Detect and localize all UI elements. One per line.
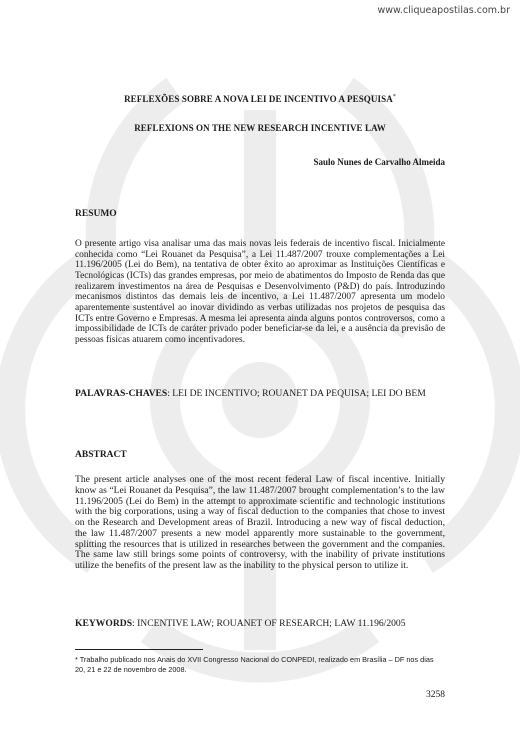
footnote-marker: * — [75, 655, 78, 664]
title-english: REFLEXIONS ON THE NEW RESEARCH INCENTIVE LAW — [134, 123, 386, 133]
abstract-heading: ABSTRACT — [75, 450, 127, 460]
keywords-line — [75, 618, 445, 629]
title-footnote-marker: * — [392, 94, 396, 100]
abstract-text: The present article analyses one of the most recent federal Law of fiscal incentive. Initially know as “Lei Rouanet da Pesquisa”, the law 11.487/2007 brought complementation’s to the law 11.196/2005 (Lei do Bem) in the attempt to approximate scientific and technologic institutions with the big corporations, using a way of fiscal deduction to the companies that chose to invest on the Research and Development areas of Brazil. Introducing a new way of fiscal deduction, the law 11.487/2007 presents a new model apparently more sustainable to the government, splitting the resources that is utilized in researches between the government and the companies. The same law still brings some points of controversy, with the inability of private institutions utilize the benefits of the present law as the inability to the physical person to utilize it. — [75, 474, 445, 571]
footnote-text: Trabalho publicado nos Anais do XVII Congresso Nacional do CONPEDI, realizado em Brasília – DF nos dias 20, 21 e 22 de novembro de 2008. — [75, 655, 434, 674]
palavras-chaves-line — [75, 388, 445, 399]
palavras-chaves-label: PALAVRAS-CHAVES — [75, 388, 168, 399]
resumo-heading: RESUMO — [75, 209, 117, 219]
page-number: 3258 — [426, 690, 445, 700]
author-name: Saulo Nunes de Carvalho Almeida — [313, 157, 445, 167]
keywords-text: : INCENTIVE LAW; ROUANET OF RESEARCH; LAW 11.196/2005 — [132, 618, 406, 629]
keywords-label: KEYWORDS — [75, 618, 133, 629]
resumo-text: O presente artigo visa analisar uma das mais novas leis federais de incentivo fiscal. Inicialmente conhecida como “Lei Rouanet da Pesquisa”, a Lei 11.487/2007 trouxe complementações a Lei 11.196/2005 (Lei do Bem), na tentativa de obter êxito ao aproximar as Instituições Científicas e Tecnológicas (ICTs) das grandes empresas, por meio de abatimentos do Imposto de Renda das que realizarem investimentos na área de Pesquisas e Desenvolvimento (P&D) do país. Introduzindo mecanismos distintos das demais leis de incentivo, a Lei 11.487/2007 apresenta um modelo aparentemente sustentável ao inovar dividindo as verbas utilizadas nos projetos de pesquisa das ICTs entre Governo e Empresas. A mesma lei apresenta ainda alguns pontos controversos, como a impossibilidade de ICTs de caráter privado poder beneficiar-se da lei, e a ausência da previsão de pessoas físicas atuarem como incentivadores. — [75, 239, 445, 345]
footnote — [75, 655, 445, 674]
site-url[interactable]: www.cliqueapostilas.com.br — [377, 5, 510, 16]
footnote-divider — [75, 649, 203, 650]
title-portuguese-text: REFLEXÕES SOBRE A NOVA LEI DE INCENTIVO A PESQUISA — [124, 94, 393, 104]
palavras-chaves-text: : LEI DE INCENTIVO; ROUANET DA PEQUISA; LEI DO BEM — [167, 388, 426, 399]
title-portuguese — [75, 94, 445, 104]
